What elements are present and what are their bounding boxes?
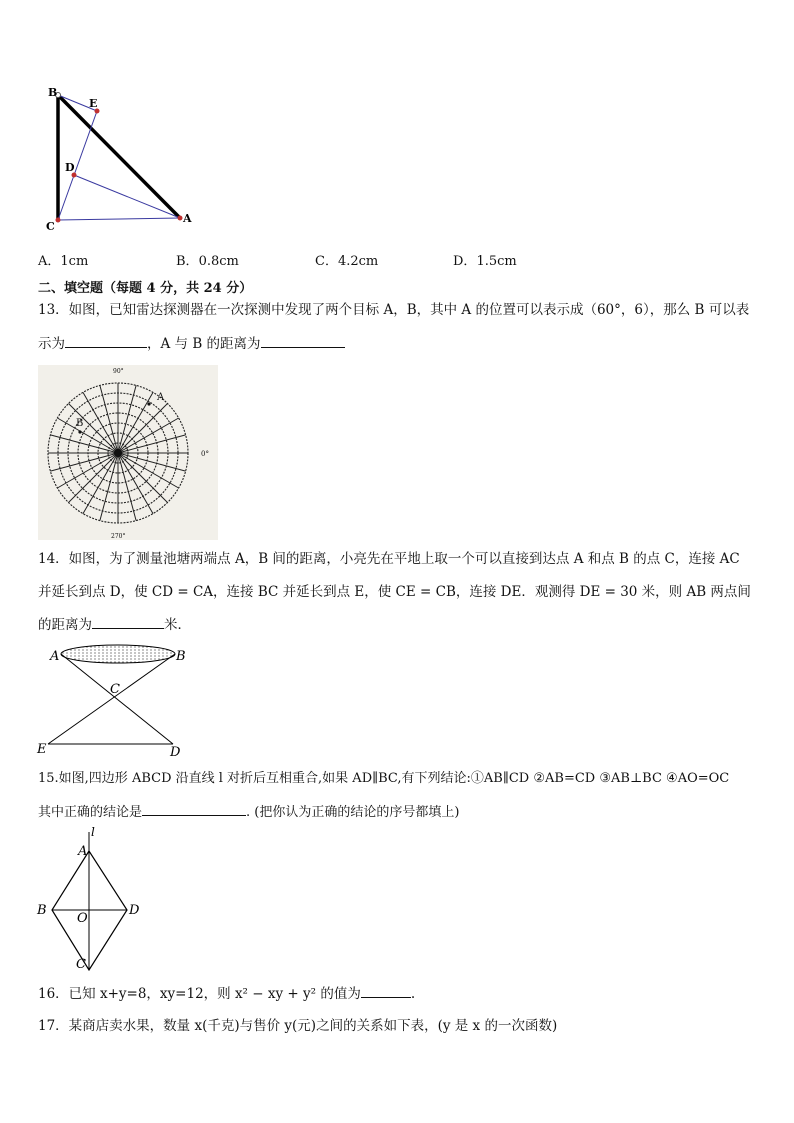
label-E: E bbox=[89, 97, 98, 110]
label-B: B bbox=[176, 649, 186, 664]
option-a: A．1cm bbox=[38, 254, 89, 269]
label-270: 270° bbox=[111, 533, 126, 540]
label-E: E bbox=[37, 742, 47, 757]
answer-blank bbox=[361, 983, 411, 998]
quadrilateral-figure-q15 bbox=[34, 822, 164, 972]
point-B bbox=[78, 430, 81, 433]
option-c: C．4.2cm bbox=[315, 254, 379, 269]
triangle-figure-q12 bbox=[40, 80, 200, 235]
q17-line: 17．某商店卖水果，数量 x(千克)与售价 y(元)之间的关系如下表，(y 是 x 的一次函数) bbox=[38, 1018, 558, 1034]
q15-line2: 其中正确的结论是 . (把你认为正确的结论的序号都填上) bbox=[38, 801, 459, 822]
label-B: B bbox=[37, 903, 47, 918]
label-0: 0° bbox=[201, 450, 209, 458]
label-D: D bbox=[170, 745, 181, 760]
answer-blank bbox=[65, 333, 147, 348]
label-C: C bbox=[46, 220, 55, 233]
label-A: A bbox=[50, 649, 60, 664]
label-B: B bbox=[48, 86, 58, 99]
option-d: D．1.5cm bbox=[453, 254, 517, 269]
label-l: l bbox=[91, 825, 95, 839]
q15-line1: 15.如图,四边形 ABCD 沿直线 l 对折后互相重合,如果 AD∥BC,有下列结论:①AB∥CD ②AB=CD ③AB⊥BC ④AO=OC bbox=[38, 771, 730, 786]
q13-line1: 13．如图，已知雷达探测器在一次探测中发现了两个目标 A，B，其中 A 的位置可以表示成（60°，6），那么 B 可以表 bbox=[38, 302, 750, 318]
label-B: B bbox=[76, 418, 84, 429]
answer-blank bbox=[261, 333, 345, 348]
answer-blank bbox=[142, 801, 246, 816]
label-A: A bbox=[183, 212, 192, 225]
label-O: O bbox=[77, 911, 88, 926]
option-b: B．0.8cm bbox=[176, 254, 239, 269]
q16-line: 16．已知 x+y=8，xy=12，则 x² − xy + y² 的值为 . bbox=[38, 983, 415, 1003]
label-90: 90° bbox=[113, 368, 124, 375]
label-A: A bbox=[78, 844, 88, 859]
pond-figure-q14 bbox=[34, 640, 204, 760]
label-C: C bbox=[76, 957, 86, 972]
point-A bbox=[147, 402, 150, 405]
label-D: D bbox=[129, 903, 140, 918]
q12-options bbox=[38, 250, 758, 268]
q14-line3: 的距离为 米． bbox=[38, 614, 191, 634]
q14-line2: 并延长到点 D，使 CD = CA，连接 BC 并延长到点 E，使 CE = CB，连接 DE．观测得 DE = 30 米，则 AB 两点间 bbox=[38, 584, 751, 600]
section-title: 二、填空题（每题 4 分，共 24 分） bbox=[38, 281, 253, 296]
radar-center bbox=[114, 449, 122, 457]
label-C: C bbox=[110, 682, 120, 697]
label-D: D bbox=[65, 161, 75, 174]
q14-line1: 14．如图，为了测量池塘两端点 A，B 间的距离，小亮先在平地上取一个可以直接到达点 A 和点 B 的点 C，连接 AC bbox=[38, 551, 740, 567]
answer-blank bbox=[92, 614, 164, 629]
radar-figure bbox=[38, 365, 218, 540]
q13-line2: 示为 ，A 与 B 的距离为 bbox=[38, 333, 345, 353]
label-A: A bbox=[157, 392, 165, 403]
